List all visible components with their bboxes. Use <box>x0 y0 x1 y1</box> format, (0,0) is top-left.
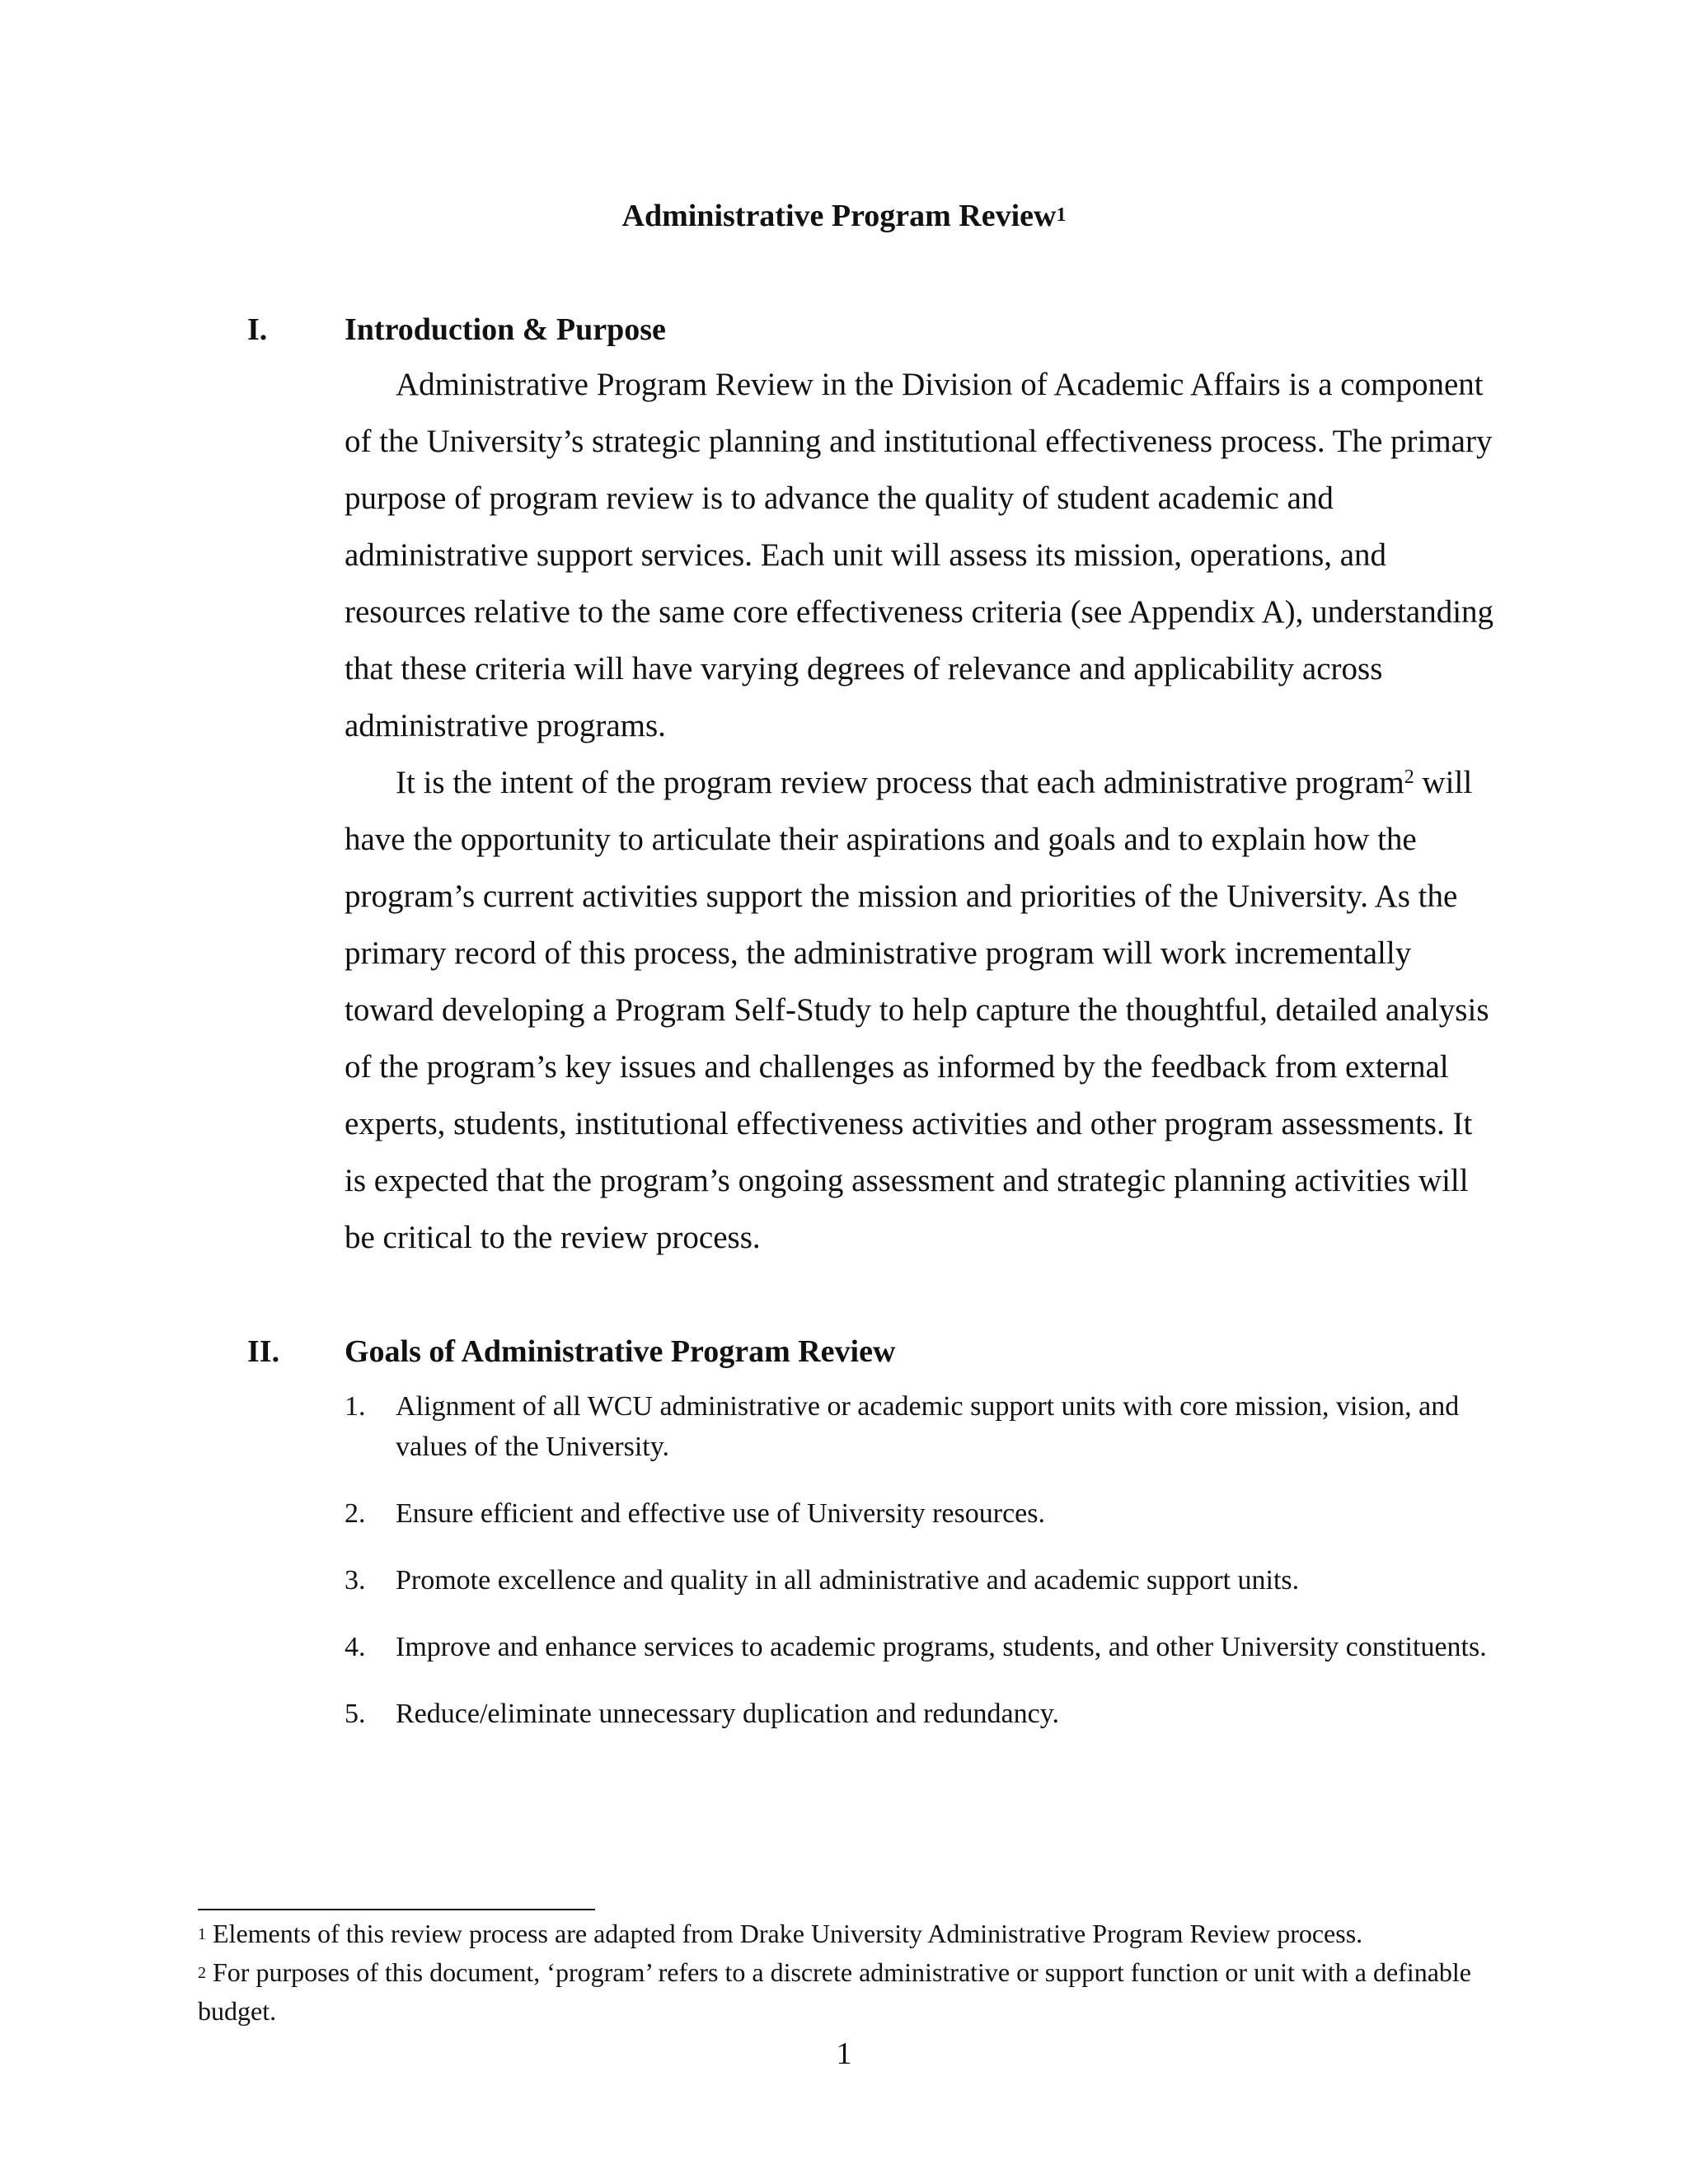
section-2-heading: Goals of Administrative Program Review <box>345 1334 896 1369</box>
footnote-mark: 1 <box>198 1925 206 1943</box>
footnote-text: Elements of this review process are adapted from Drake University Administrative Program Review process. <box>206 1919 1363 1948</box>
list-item-number: 2. <box>345 1498 366 1529</box>
section-1-body <box>345 356 1494 1266</box>
list-item-number: 1. <box>345 1391 366 1422</box>
section-1-heading: Introduction & Purpose <box>345 312 666 347</box>
list-item-number: 5. <box>345 1699 366 1729</box>
title-footnote-ref: 1 <box>1056 204 1067 226</box>
list-item-text: Improve and enhance services to academic programs, students, and other University constituents. <box>396 1632 1487 1662</box>
footnote-mark: 2 <box>198 1964 206 1982</box>
footnote-divider <box>198 1909 595 1910</box>
paragraph-intro: Administrative Program Review in the Division of Academic Affairs is a component of the University’s strategic planning and institutional effectiveness process. The primary purpose of program review is to advance the quality of student academic and administrative support services. Each unit will assess its mission, operations, and resources relative to the same core effectiveness criteria (see Appendix A), understanding that these criteria will have varying degrees of relevance and applicability across administrative programs. <box>345 367 1494 743</box>
list-item-text: Ensure efficient and effective use of University resources. <box>396 1498 1045 1529</box>
footnote-text: For purposes of this document, ‘program’ refers to a discrete administrative or support function or unit with a definable budget. <box>198 1957 1471 2026</box>
list-item-text: Promote excellence and quality in all administrative and academic support units. <box>396 1565 1300 1596</box>
footnotes <box>198 1916 1500 2028</box>
paragraph-footnote-ref: 2 <box>1404 766 1414 788</box>
page-number: 1 <box>836 2036 852 2071</box>
list-item-text: Reduce/eliminate unnecessary duplication and redundancy. <box>396 1699 1059 1729</box>
footnote-1 <box>198 1916 1500 1955</box>
list-item-number: 4. <box>345 1632 366 1662</box>
list-item <box>345 1386 1498 1467</box>
list-item-text: Alignment of all WCU administrative or academic support units with core mission, vision, and values of the University. <box>396 1391 1460 1462</box>
list-item <box>345 1627 1498 1667</box>
list-item <box>345 1560 1498 1601</box>
paragraph-intent <box>345 754 1494 1266</box>
list-item <box>345 1694 1498 1734</box>
document-title-text: Administrative Program Review <box>621 199 1057 233</box>
paragraph-intent-text-after: will have the opportunity to articulate their aspirations and goals and to explain how the program’s current activities support the mission and priorities of the University. As the primary record of this process, the administrative program will work incrementally toward developing a Program Self-Study to help capture the thoughtful, detailed analysis of the program’s key issues and challenges as informed by the feedback from external experts, students, institutional effectiveness activities and other program assessments. It is expected that the program’s ongoing assessment and strategic planning activities will be critical to the review process. <box>345 765 1489 1255</box>
list-item <box>345 1493 1498 1534</box>
goals-list <box>345 1386 1498 1760</box>
section-1-number: I. <box>247 312 268 347</box>
paragraph-intent-text-before: It is the intent of the program review process that each administrative program <box>396 765 1404 800</box>
document-title <box>0 196 1688 240</box>
section-2-number: II. <box>247 1334 280 1369</box>
footnote-2 <box>198 1955 1500 2028</box>
list-item-number: 3. <box>345 1565 366 1596</box>
